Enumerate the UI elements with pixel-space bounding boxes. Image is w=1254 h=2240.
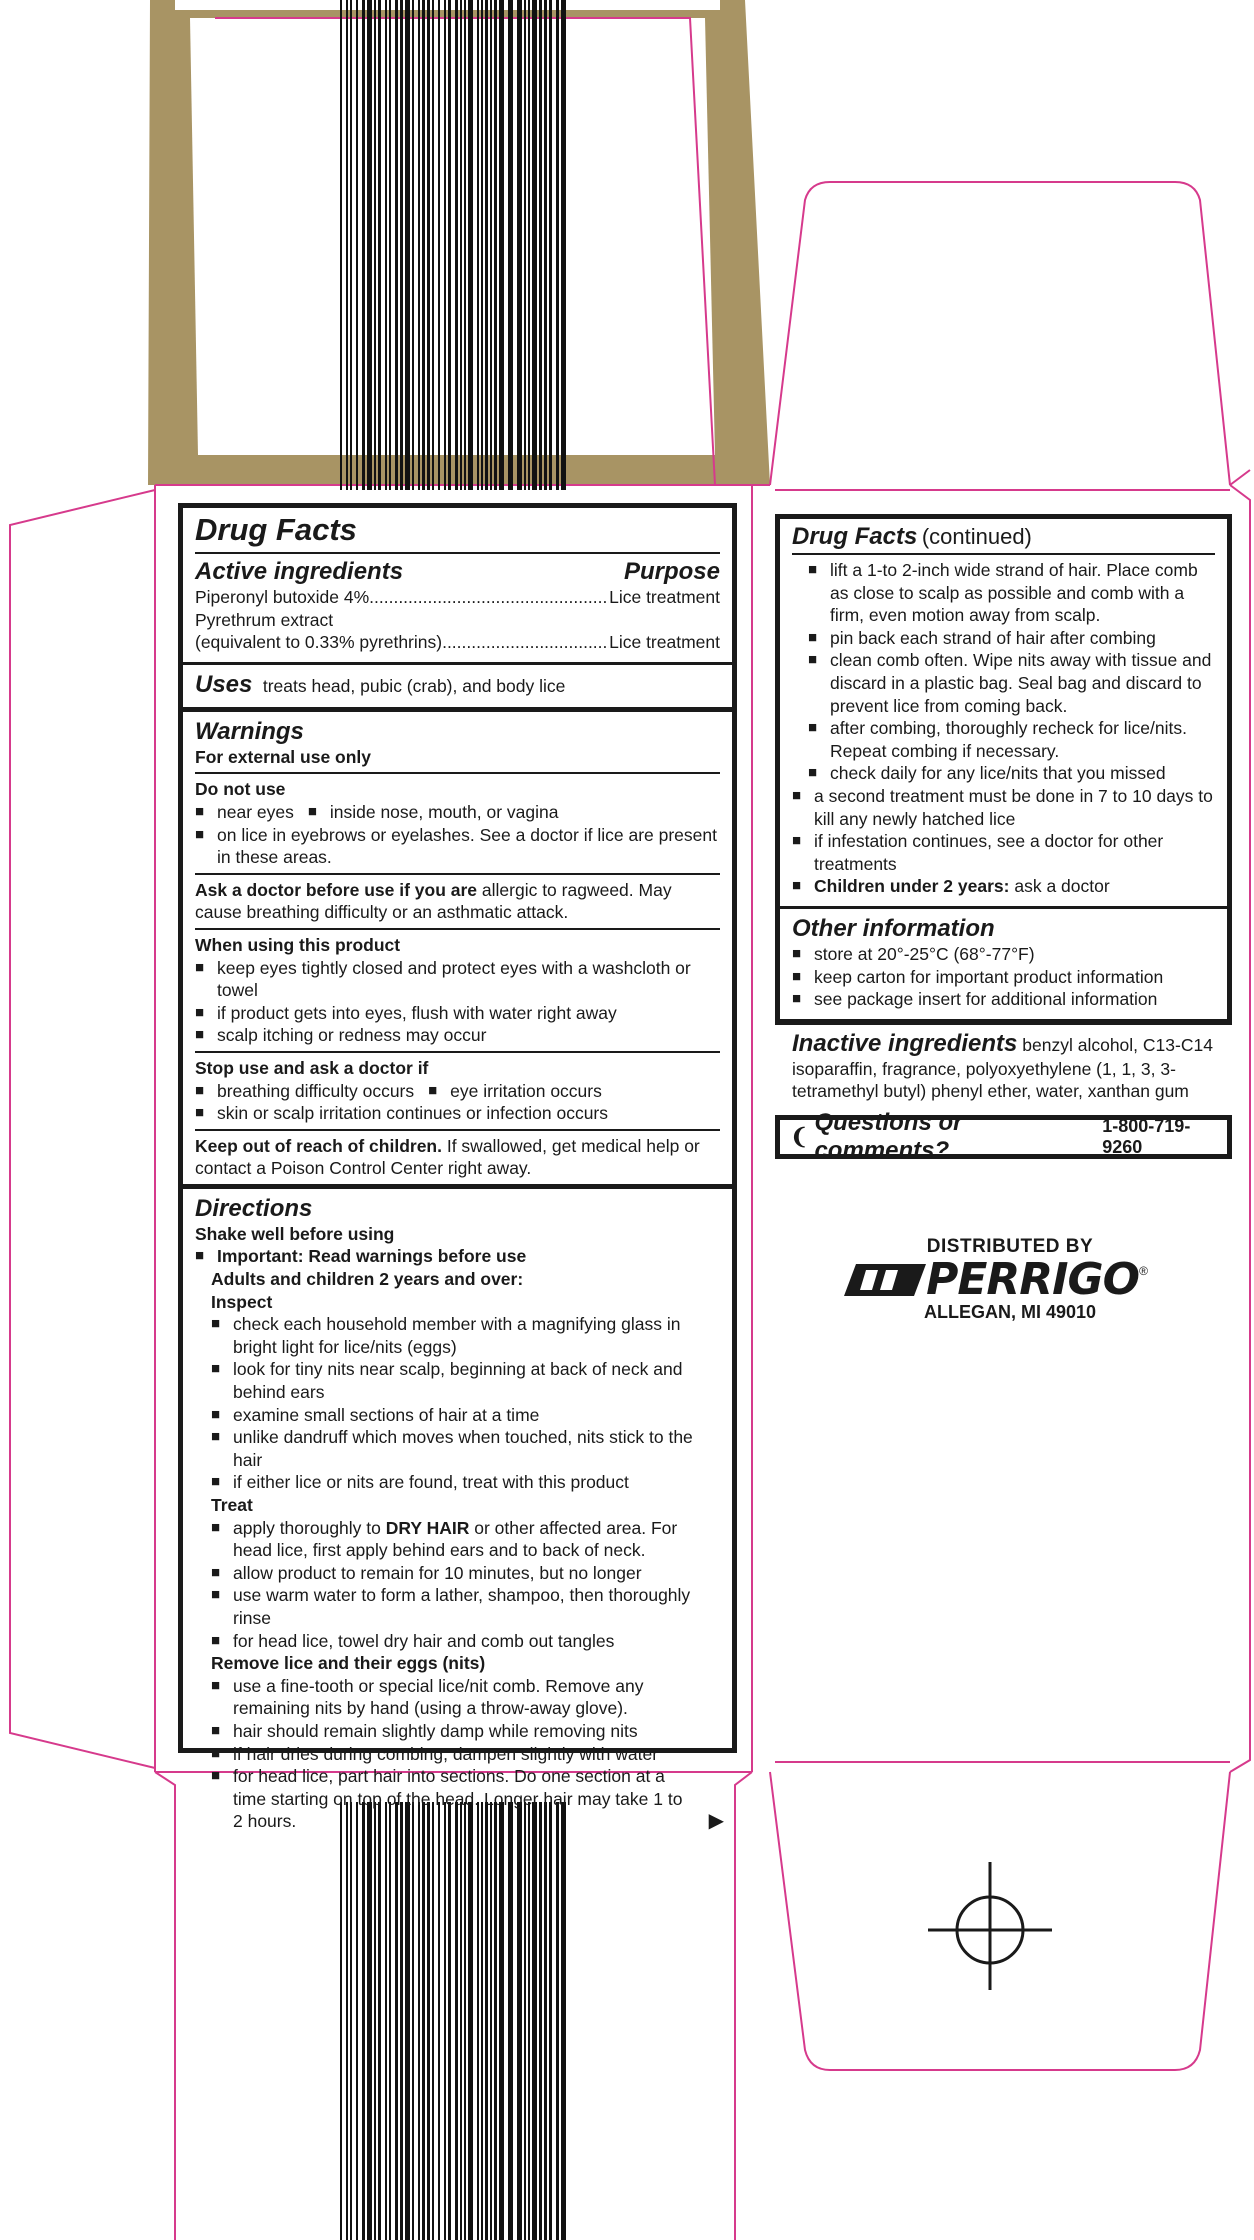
- barcode-bar: [350, 0, 352, 490]
- barcode-bar: [438, 1802, 440, 2240]
- barcode-bar: [350, 1802, 352, 2240]
- barcode-bar: [438, 0, 440, 490]
- barcode-bar: [389, 0, 391, 490]
- barcode-bar: [477, 1802, 479, 2240]
- treat-3: ■ use warm water to form a lather, shampoo, then thoroughly rinse: [211, 1584, 720, 1629]
- wu-1: ■ keep eyes tightly closed and protect eyes with a washcloth or towel: [195, 957, 720, 1002]
- barcode-bar: [432, 1802, 434, 2240]
- barcode-bar: [422, 0, 425, 490]
- remove-heading: Remove lice and their eggs (nits): [211, 1653, 486, 1674]
- barcode-bar: [532, 1802, 537, 2240]
- barcode-bar: [412, 0, 414, 490]
- barcode-bar: [477, 0, 479, 490]
- barcode-bar: [508, 0, 513, 490]
- barcode-bar: [485, 0, 488, 490]
- drug-facts-panel-left: [178, 503, 737, 1832]
- uses-section: [183, 665, 732, 712]
- dnu-1b: ■ inside nose, mouth, or vagina: [308, 801, 559, 824]
- barcode-bar: [356, 1802, 358, 2240]
- directions-heading: Directions: [195, 1194, 313, 1222]
- do-not-use-heading: Do not use: [195, 779, 286, 800]
- cont-2: ■ pin back each strand of hair after combing: [808, 627, 1215, 650]
- remove-4: ■ for head lice, part hair into sections. Do one section at a time starting on top of the head. Longer hair may take 1 to 2 hours.: [211, 1765, 720, 1833]
- cont-7: ■ if infestation continues, see a doctor for other treatments: [792, 830, 1215, 875]
- barcode-bar: [422, 1802, 425, 2240]
- barcode-bar: [405, 1802, 410, 2240]
- cont-6: ■ a second treatment must be done in 7 to 10 days to kill any newly hatched lice: [792, 785, 1215, 830]
- barcode-bar: [481, 0, 483, 490]
- remove-3: ■ if hair dries during combing, dampen slightly with water: [211, 1743, 720, 1766]
- inactive-ingredients: Inactive ingredients benzyl alcohol, C13-C14 isoparaffin, fragrance, polyoxyethylene (1, 1, 3, 3-tetramethyl butyl) phenyl ether, water, xanthan gum: [792, 1029, 1213, 1102]
- barcode-bar: [544, 0, 547, 490]
- barcode-bar: [549, 1802, 552, 2240]
- phone-icon: ❨: [790, 1124, 809, 1149]
- other-3: ■ see package insert for additional information: [792, 988, 1215, 1011]
- barcode-bar: [561, 0, 566, 490]
- barcode-bar: [346, 0, 348, 490]
- important: ■ Important: Read warnings before use: [195, 1245, 720, 1268]
- continued-section: [780, 519, 1227, 909]
- inactive-section: [780, 1024, 1227, 1111]
- active-ingredients-heading: Active ingredients: [195, 558, 404, 585]
- barcode-bar: [385, 1802, 387, 2240]
- stop-use-heading: Stop use and ask a doctor if: [195, 1057, 429, 1078]
- barcode-bar: [544, 1802, 547, 2240]
- inspect-3: ■ examine small sections of hair at a time: [211, 1404, 720, 1427]
- ingredient-1-name: Piperonyl butoxide 4%: [195, 587, 370, 607]
- barcode-bar: [444, 0, 446, 490]
- barcode-bar: [494, 1802, 497, 2240]
- perrigo-logo-icon: [842, 1262, 926, 1298]
- barcode-bar: [378, 1802, 381, 2240]
- barcode-bar: [418, 0, 420, 490]
- barcode-bar: [405, 0, 410, 490]
- barcode-bar: [490, 1802, 492, 2240]
- barcode-bar: [485, 1802, 488, 2240]
- questions-heading: Questions or comments?: [814, 1109, 963, 1164]
- ingredient-2-name: Pyrethrum extract: [195, 609, 334, 630]
- barcode-bar: [455, 1802, 458, 2240]
- cont-5: ■ check daily for any lice/nits that you missed: [808, 762, 1215, 785]
- barcode-bar: [460, 1802, 462, 2240]
- barcode-bar: [367, 1802, 372, 2240]
- barcode-top: [340, 0, 572, 490]
- barcode-bar: [362, 1802, 365, 2240]
- barcode-bar: [385, 0, 387, 490]
- treat-1: ■ apply thoroughly to DRY HAIR or other affected area. For head lice, first apply behind ears and to back of neck.: [211, 1517, 720, 1562]
- barcode-bar: [346, 1802, 348, 2240]
- barcode-bar: [367, 0, 372, 490]
- ingredient-1-purpose: Lice treatment: [609, 587, 720, 607]
- warnings-section: [183, 712, 732, 1189]
- distributor-city: ALLEGAN, MI 49010: [923, 1302, 1097, 1322]
- barcode-bar: [412, 1802, 414, 2240]
- barcode-bar: [400, 0, 403, 490]
- barcode-bar: [517, 0, 522, 490]
- barcode-bar: [499, 0, 504, 490]
- inspect-2: ■ look for tiny nits near scalp, beginning at back of neck and behind ears: [211, 1358, 720, 1403]
- ingredient-2-purpose: Lice treatment: [609, 632, 720, 653]
- brand-name: PERRIGO: [926, 1254, 1140, 1305]
- barcode-bar: [356, 0, 358, 490]
- directions-section: [183, 1189, 732, 1841]
- barcode-bar: [378, 0, 381, 490]
- remove-2: ■ hair should remain slightly damp while removing nits: [211, 1720, 720, 1743]
- barcode-bar: [400, 1802, 403, 2240]
- cont-1: ■ lift a 1-to 2-inch wide strand of hair. Place comb as close to scalp as possible and comb with a firm, even motion away from scalp.: [808, 559, 1215, 627]
- dnu-1a: ■ near eyes: [195, 801, 294, 824]
- barcode-bar: [508, 1802, 513, 2240]
- barcode-bar: [455, 0, 458, 490]
- barcode-bar: [494, 0, 497, 490]
- cont-3: ■ clean comb often. Wipe nits away with tissue and discard in a plastic bag. Seal bag and discard to prevent lice from coming back.: [808, 649, 1215, 717]
- barcode-bar: [340, 1802, 342, 2240]
- barcode-bar: [556, 1802, 559, 2240]
- barcode-bar: [374, 0, 376, 490]
- warnings-heading: Warnings: [195, 717, 304, 745]
- remove-1: ■ use a fine-tooth or special lice/nit comb. Remove any remaining nits by hand (using a throw-away glove).: [211, 1675, 720, 1720]
- barcode-bar: [468, 0, 473, 490]
- barcode-bar: [499, 1802, 504, 2240]
- uses-text: treats head, pubic (crab), and body lice: [262, 675, 566, 696]
- distributor-block: [810, 1236, 1180, 1323]
- distributed-by: DISTRIBUTED BY: [926, 1236, 1094, 1257]
- drug-facts-panel-right: [775, 514, 1232, 1102]
- triangle-right-icon: ▶: [708, 1809, 724, 1832]
- barcode-bar: [539, 1802, 542, 2240]
- wu-2: ■ if product gets into eyes, flush with water right away: [195, 1002, 720, 1025]
- barcode-bar: [481, 1802, 483, 2240]
- treat-4: ■ for head lice, towel dry hair and comb out tangles: [211, 1630, 720, 1653]
- inspect-4: ■ unlike dandruff which moves when touched, nits stick to the hair: [211, 1426, 720, 1471]
- barcode-bar: [532, 0, 537, 490]
- treat-2: ■ allow product to remain for 10 minutes, but no longer: [211, 1562, 720, 1585]
- adults-children: Adults and children 2 years and over:: [211, 1269, 524, 1290]
- other-2: ■ keep carton for important product information: [792, 966, 1215, 989]
- barcode-bottom: [340, 1802, 572, 2240]
- drug-facts-title: Drug Facts: [195, 512, 357, 547]
- barcode-bar: [448, 0, 451, 490]
- barcode-bar: [432, 0, 434, 490]
- barcode-bar: [517, 1802, 522, 2240]
- barcode-bar: [524, 1802, 526, 2240]
- barcode-bar: [389, 1802, 391, 2240]
- barcode-bar: [395, 1802, 398, 2240]
- barcode-bar: [427, 1802, 430, 2240]
- barcode-bar: [418, 1802, 420, 2240]
- treat-heading: Treat: [211, 1495, 253, 1515]
- purpose-heading: Purpose: [623, 558, 720, 585]
- barcode-bar: [528, 1802, 530, 2240]
- other-1: ■ store at 20°-25°C (68°-77°F): [792, 943, 1215, 966]
- crosshair-icon: [928, 1862, 1052, 1990]
- ask-doctor: Ask a doctor before use if you are allergic to ragweed. May cause breathing difficulty or an asthmatic attack.: [195, 879, 672, 923]
- st-2: ■ skin or scalp irritation continues or infection occurs: [195, 1102, 720, 1125]
- drug-facts-cont-title: Drug Facts: [792, 523, 918, 550]
- barcode-bar: [528, 0, 530, 490]
- active-ingredients-section: [183, 508, 732, 665]
- barcode-bar: [448, 1802, 451, 2240]
- when-using-heading: When using this product: [195, 934, 401, 955]
- barcode-bar: [561, 1802, 566, 2240]
- barcode-bar: [490, 0, 492, 490]
- barcode-bar: [460, 0, 462, 490]
- st-1b: ■ eye irritation occurs: [428, 1080, 602, 1103]
- st-1a: ■ breathing difficulty occurs: [195, 1080, 414, 1103]
- barcode-bar: [468, 1802, 473, 2240]
- inspect-1: ■ check each household member with a magnifying glass in bright light for lice/nits (eggs): [211, 1313, 720, 1358]
- keep-out-reach: Keep out of reach of children. If swallowed, get medical help or contact a Poison Control Center right away.: [195, 1135, 700, 1179]
- other-info-heading: Other information: [792, 914, 995, 942]
- barcode-bar: [464, 1802, 466, 2240]
- barcode-bar: [524, 0, 526, 490]
- barcode-bar: [549, 0, 552, 490]
- shake-well: Shake well before using: [195, 1223, 395, 1244]
- barcode-bar: [556, 0, 559, 490]
- wu-3: ■ scalp itching or redness may occur: [195, 1024, 720, 1047]
- barcode-bar: [539, 0, 542, 490]
- barcode-bar: [464, 0, 466, 490]
- barcode-bar: [395, 0, 398, 490]
- barcode-bar: [340, 0, 342, 490]
- cont-4: ■ after combing, thoroughly recheck for lice/nits. Repeat combing if necessary.: [808, 717, 1215, 762]
- inspect-heading: Inspect: [211, 1291, 273, 1312]
- inspect-5: ■ if either lice or nits are found, treat with this product: [211, 1471, 720, 1494]
- cont-8: ■ Children under 2 years: ask a doctor: [792, 875, 1215, 898]
- barcode-bar: [444, 1802, 446, 2240]
- uses-heading: Uses: [195, 670, 253, 698]
- phone-number: 1-800-719-9260: [1102, 1116, 1191, 1157]
- external-use: For external use only: [195, 746, 372, 767]
- other-info-section: [780, 909, 1227, 1024]
- questions-box: [775, 1109, 1232, 1164]
- continued-label: (continued): [921, 524, 1032, 549]
- registered-mark: ®: [1139, 1264, 1148, 1278]
- barcode-bar: [427, 0, 430, 490]
- barcode-bar: [362, 0, 365, 490]
- dnu-2: ■ on lice in eyebrows or eyelashes. See a doctor if lice are present in these areas.: [195, 824, 720, 869]
- barcode-bar: [374, 1802, 376, 2240]
- ingredient-2-equiv: (equivalent to 0.33% pyrethrins): [195, 632, 443, 653]
